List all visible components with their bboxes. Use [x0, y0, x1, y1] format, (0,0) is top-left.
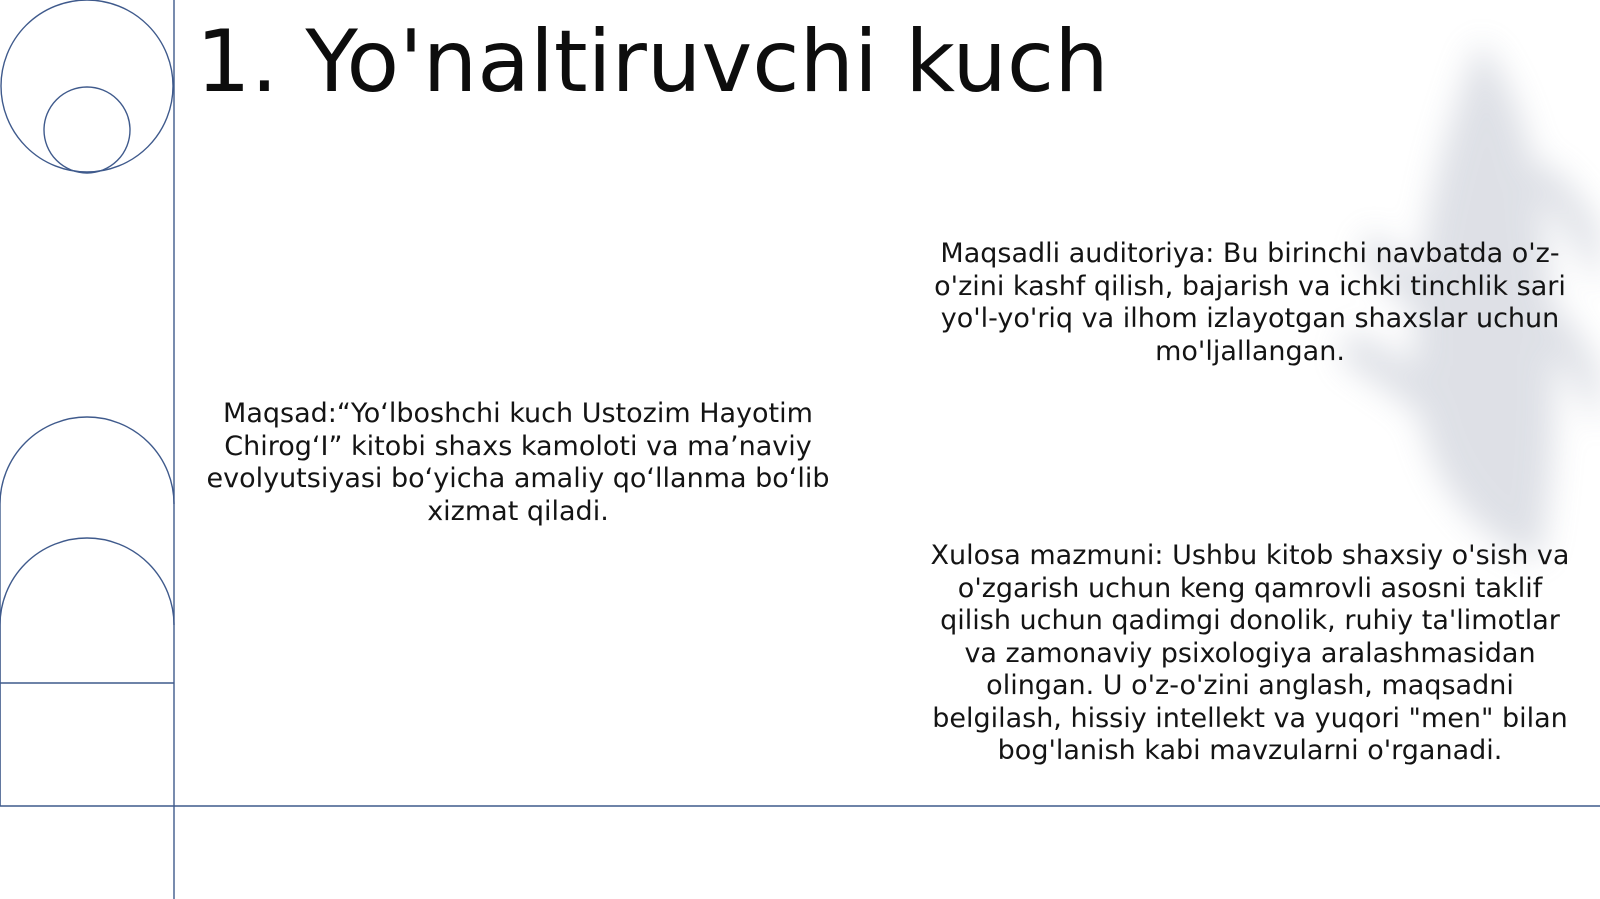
goal-text-block: Maqsad:“Yo‘lboshchi kuch Ustozim Hayotim Chirog‘I” kitobi shaxs kamoloti va ma’naviy evolyutsiyasi bo‘yicha amaliy qo‘llanma bo‘lib xizmat qiladi. — [206, 398, 830, 527]
target-audience-text-block: Maqsadli auditoriya: Bu birinchi navbatda o'z-o'zini kashf qilish, bajarish va ichki tinchlik sari yo'l-yo'riq va ilhom izlayotgan shaxslar uchun mo'ljallangan. — [934, 238, 1566, 367]
lower-arch-outline — [0, 538, 174, 625]
small-circle-outline — [44, 87, 130, 173]
summary-text-block: Xulosa mazmuni: Ushbu kitob shaxsiy o'sish va o'zgarish uchun keng qamrovli asosni taklif qilish uchun qadimgi donolik, ruhiy ta'limotlar va zamonaviy psixologiya aralashmasidan olingan. U o'z-o'zini anglash, maqsadni belgilash, hissiy intellekt va yuqori "men" bilan bog'lanish kabi mavzularni o'rganadi. — [930, 540, 1570, 766]
slide-title: 1. Yo'naltiruvchi kuch — [196, 12, 1109, 112]
large-circle-outline — [1, 0, 173, 172]
upper-arch-outline — [0, 417, 174, 504]
